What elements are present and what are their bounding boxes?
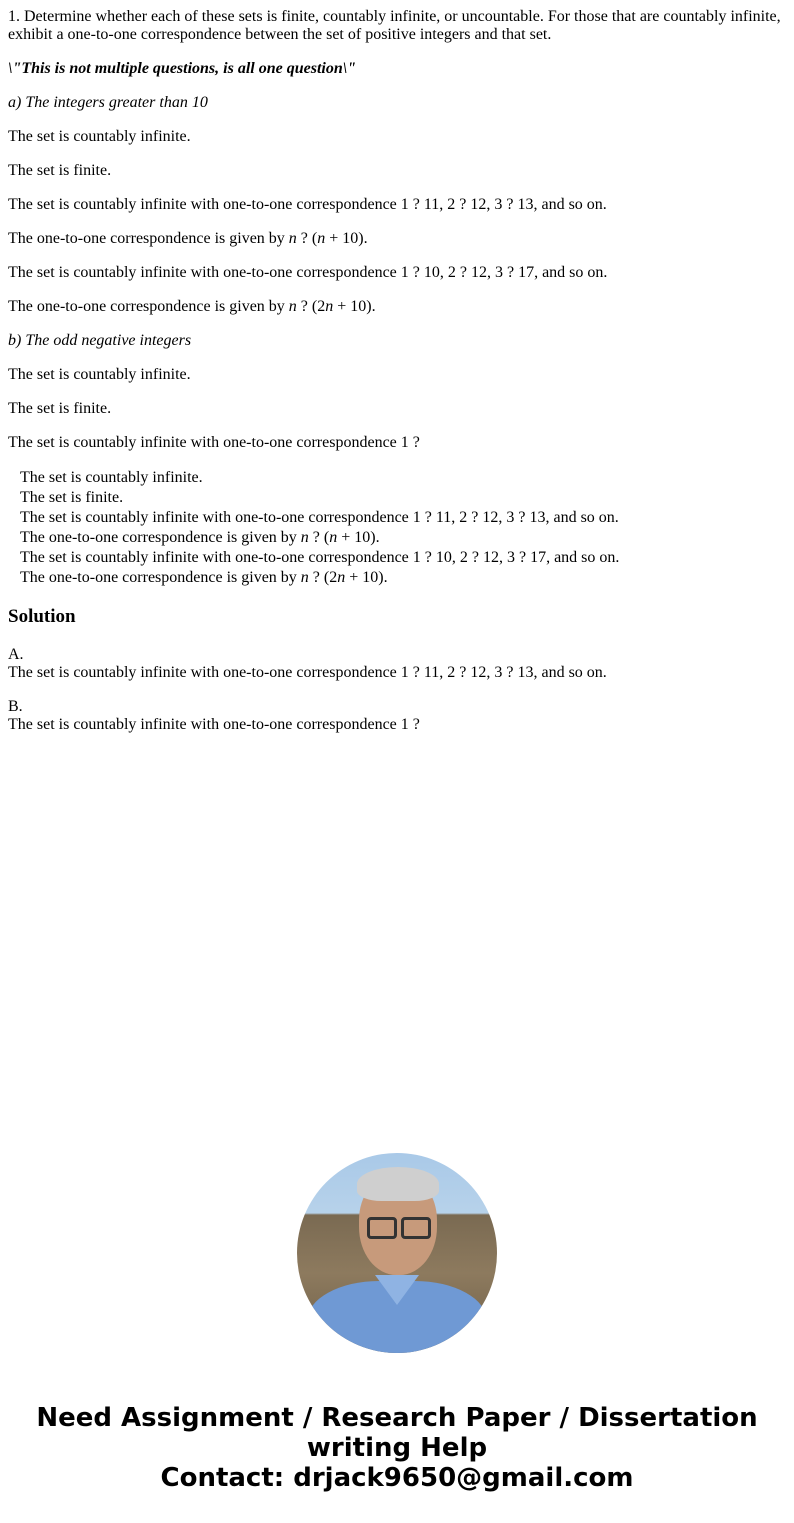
answer-a <box>8 646 786 682</box>
question-note: \"This is not multiple questions, is all one question\" <box>8 60 357 77</box>
promo-text <box>0 1403 794 1493</box>
part-b-label: b) The odd negative integers <box>8 332 192 349</box>
option-list <box>20 468 786 588</box>
promo-footer <box>0 1150 794 1493</box>
contact-email: Contact: drjack9650@gmail.com <box>160 1463 634 1493</box>
part-b-option: The set is finite. <box>8 400 112 417</box>
answer-label: A. <box>8 646 24 663</box>
solution-heading: Solution <box>8 606 76 627</box>
author-avatar <box>297 1153 497 1353</box>
part-a-option: The one-to-one correspondence is given by n ? (n + 10). <box>8 230 368 247</box>
answer-text: The set is countably infinite with one-to-one correspondence 1 ? <box>8 716 420 733</box>
list-item: The set is countably infinite with one-to-one correspondence 1 ? 10, 2 ? 12, 3 ? 17, and so on. <box>20 549 620 566</box>
answer-text: The set is countably infinite with one-to-one correspondence 1 ? 11, 2 ? 12, 3 ? 13, and so on. <box>8 664 607 681</box>
part-b-option: The set is countably infinite. <box>8 366 191 383</box>
part-a-option: The set is finite. <box>8 162 112 179</box>
list-item: The set is countably infinite with one-to-one correspondence 1 ? 11, 2 ? 12, 3 ? 13, and so on. <box>20 509 619 526</box>
answer-b <box>8 698 786 734</box>
part-b-option: The set is countably infinite with one-to-one correspondence 1 ? <box>8 434 420 451</box>
part-a-option: The one-to-one correspondence is given by n ? (2n + 10). <box>8 298 376 315</box>
answer-label: B. <box>8 698 23 715</box>
promo-line-1: Need Assignment / Research Paper / Dissertation <box>36 1403 758 1433</box>
part-a-option: The set is countably infinite. <box>8 128 191 145</box>
document-body <box>8 8 786 750</box>
promo-line-2: writing Help <box>306 1433 488 1463</box>
part-a-label: a) The integers greater than 10 <box>8 94 208 111</box>
list-item: The one-to-one correspondence is given by n ? (n + 10). <box>20 529 380 546</box>
part-a-option: The set is countably infinite with one-to-one correspondence 1 ? 10, 2 ? 12, 3 ? 17, and so on. <box>8 264 608 281</box>
question-intro: 1. Determine whether each of these sets is finite, countably infinite, or uncountable. For those that are countably infinite, exhibit a one-to-one correspondence between the set of positive integers and that set. <box>8 8 781 43</box>
list-item: The set is finite. <box>20 489 124 506</box>
part-a-option: The set is countably infinite with one-to-one correspondence 1 ? 11, 2 ? 12, 3 ? 13, and so on. <box>8 196 607 213</box>
list-item: The one-to-one correspondence is given by n ? (2n + 10). <box>20 569 388 586</box>
list-item: The set is countably infinite. <box>20 469 203 486</box>
